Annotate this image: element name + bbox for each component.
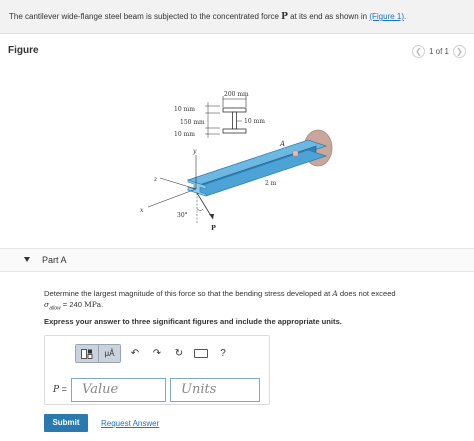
- point-a-marker: [293, 151, 298, 156]
- intro-text-2: at its end as shown in: [287, 12, 370, 21]
- part-a-label: Part A: [42, 255, 67, 265]
- sigma-end: .: [101, 300, 104, 309]
- reset-icon[interactable]: ↻: [174, 348, 184, 359]
- instructions: Express your answer to three significant figures and include the appropriate units.: [44, 317, 342, 326]
- pager-count: 1 of 1: [428, 47, 449, 56]
- templates-icon[interactable]: [76, 345, 98, 362]
- undo-icon[interactable]: ↶: [130, 348, 140, 359]
- question-text: [44, 288, 464, 315]
- question-line1: Determine the largest magnitude of this force so that the bending stress developed at: [44, 289, 333, 298]
- intro-text: The cantilever wide-flange steel beam is subjected to the concentrated force: [9, 12, 282, 21]
- axis-z-label: z: [154, 176, 158, 183]
- beam-figure: [130, 85, 350, 245]
- answer-box: [44, 335, 270, 405]
- value-input[interactable]: Value: [71, 378, 166, 402]
- sigma-sub: allow: [49, 305, 61, 312]
- dim-web-height: 150 mm: [180, 119, 205, 126]
- units-input[interactable]: Units: [170, 378, 260, 402]
- cross-section-top-flange: [223, 108, 246, 112]
- figure-title: Figure: [8, 45, 39, 56]
- dim-bottom-flange: 10 mm: [174, 131, 195, 138]
- submit-button[interactable]: Submit: [44, 414, 88, 432]
- sigma-unit: MPa: [84, 300, 102, 309]
- force-arrow-head: [209, 214, 214, 219]
- beam-diagram: [130, 85, 350, 245]
- caret-down-icon: [24, 257, 30, 262]
- redo-icon[interactable]: ↷: [152, 348, 162, 359]
- problem-statement: [0, 0, 474, 34]
- figure-link[interactable]: (Figure 1): [369, 12, 405, 21]
- angle-label: 30°: [177, 212, 188, 219]
- force-label: P: [211, 224, 216, 232]
- answer-variable-label: [53, 384, 67, 395]
- question-line1-end: does not exceed: [337, 289, 396, 298]
- var-symbol: P: [53, 385, 60, 395]
- axis-x-line: [148, 189, 196, 207]
- angle-arc: [197, 209, 203, 211]
- dim-web-thickness: 10 mm: [244, 118, 265, 125]
- equals-sign: =: [59, 384, 67, 394]
- force-symbol: P: [281, 12, 288, 22]
- answer-toolbar: [75, 344, 231, 363]
- length-label: 2 m: [265, 180, 277, 187]
- axis-x-label: x: [140, 207, 144, 214]
- part-a-header[interactable]: [0, 248, 474, 272]
- chevron-left-icon[interactable]: ❮: [412, 45, 425, 58]
- chevron-right-icon[interactable]: ❯: [453, 45, 466, 58]
- question-point: A: [332, 289, 338, 298]
- mu-a-icon[interactable]: μÅ: [98, 345, 120, 362]
- point-a-label: A: [280, 140, 286, 148]
- sigma-symbol: σ: [44, 300, 50, 309]
- request-answer-link[interactable]: Request Answer: [101, 419, 160, 428]
- dim-top-flange: 10 mm: [174, 106, 195, 113]
- sigma-value: = 240: [60, 300, 85, 309]
- cross-section-bottom-flange: [223, 129, 246, 133]
- axis-y-label: y: [193, 148, 197, 155]
- intro-period: .: [404, 12, 407, 21]
- toolbar-group: [75, 344, 121, 363]
- dim-flange-width: 200 mm: [224, 91, 249, 98]
- keyboard-icon[interactable]: [193, 346, 209, 362]
- cross-section-web: [233, 112, 237, 129]
- figure-pager: [412, 45, 466, 58]
- help-icon[interactable]: ?: [220, 348, 226, 359]
